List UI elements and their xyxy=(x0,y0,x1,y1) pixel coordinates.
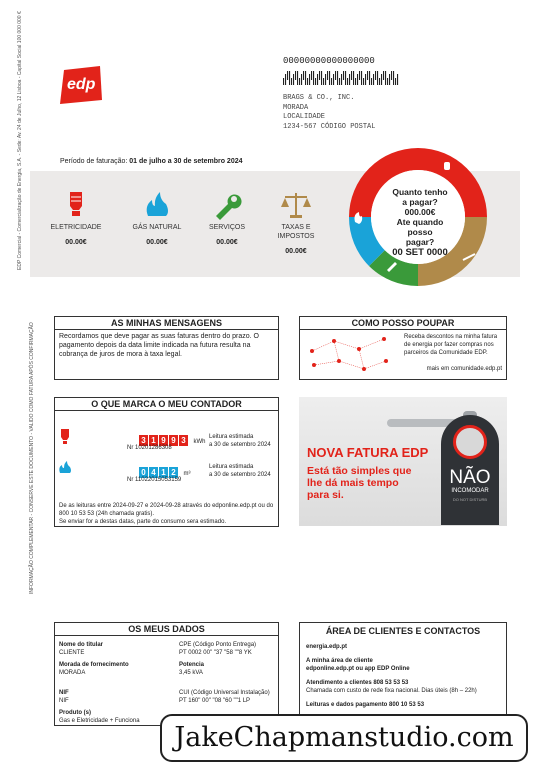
mydata-title: OS MEUS DADOS xyxy=(55,623,278,636)
barcode-bar xyxy=(347,78,348,85)
service-taxes-label: TAXAS E IMPOSTOS xyxy=(277,224,315,240)
meter-digit: 0 xyxy=(139,467,148,478)
promo-banner xyxy=(299,397,507,526)
barcode-bar xyxy=(307,78,308,85)
contacts-title: ÁREA DE CLIENTES E CONTACTOS xyxy=(325,626,481,636)
mydata-products: Produto (s) Gas e Eletricidade + Funciona xyxy=(59,710,140,724)
address-line-name: BRAGS & CO., INC. xyxy=(283,94,355,102)
barcode-bar xyxy=(291,78,292,85)
barcode-bar xyxy=(333,74,334,85)
lightbulb-icon xyxy=(59,190,93,220)
barcode-bar xyxy=(385,71,386,85)
barcode-bar xyxy=(341,74,342,85)
barcode-bar xyxy=(383,71,384,80)
meter-digit: 9 xyxy=(159,435,168,446)
meter-footer-line-2: Se enviar for a destas datas, parte do consumo sera estimado. xyxy=(59,519,227,525)
barcode-bar xyxy=(283,78,284,85)
contacts-site[interactable]: energia.edp.pt xyxy=(306,644,348,650)
barcode-bar xyxy=(301,74,302,85)
address-line-postal: 1234-567 CÓDIGO POSTAL xyxy=(283,122,376,131)
postal-barcode xyxy=(283,71,403,85)
barcode-bar xyxy=(387,78,388,85)
barcode-bar xyxy=(315,78,316,85)
side-legal-text-1: EDP Comercial - Comercialização de Energia, S.A. - Sede: Av. 24 de Julho, 12 Lisboa - Capital Social 100 000 000 € xyxy=(17,11,23,270)
wrench-icon xyxy=(210,190,244,220)
barcode-bar xyxy=(327,71,328,80)
scales-icon xyxy=(279,190,313,220)
barcode-bar xyxy=(293,74,294,85)
mydata-left-column xyxy=(59,641,164,725)
edp-logo-text: edp xyxy=(67,76,96,93)
payment-question-2: a pagar? xyxy=(402,197,438,207)
address-line-locality: LOCALIDADE xyxy=(283,113,326,121)
meter-digit: 3 xyxy=(179,435,188,446)
barcode-bar xyxy=(389,74,390,85)
meter-footer-line-1: De as leituras entre 2024-09-27 e 2024-09-28 através do edponline.edp.pt ou do 800 10 53 53 (24h chamada gratis). xyxy=(59,503,274,517)
messages-title: AS MINHAS MENSAGENS xyxy=(55,317,278,330)
door-sign-subtext: INCOMODAR xyxy=(451,488,489,494)
payment-due-date: 00 SET 0000 xyxy=(392,247,448,258)
watermark-text: JakeChapmanstudio.com xyxy=(174,722,514,753)
barcode-bar xyxy=(393,71,394,85)
messages-box xyxy=(54,316,279,380)
barcode-bar xyxy=(321,71,322,85)
service-electricity-label: ELETRICIDADE xyxy=(50,224,102,231)
service-gas xyxy=(127,190,187,247)
account-code: 00000000000000000 xyxy=(283,56,375,66)
meter-reading-date: a 30 de setembro 2024 xyxy=(209,442,271,448)
address-block xyxy=(283,94,375,132)
barcode-bar xyxy=(373,74,374,85)
barcode-bar xyxy=(353,71,354,85)
door-hanger-hole xyxy=(453,425,487,459)
meter-box xyxy=(54,397,279,527)
meter-row-electricity xyxy=(55,426,278,456)
contacts-area-value[interactable]: edponline.edp.pt ou app EDP Online xyxy=(306,666,410,672)
barcode-bar xyxy=(355,78,356,85)
mydata-cui: CUI (Código Universal Instalação) PT 160" 00" "08 "60 ""1 LP xyxy=(179,690,270,704)
promo-subtitle xyxy=(307,465,411,501)
payment-question-1: Quanto tenho xyxy=(392,187,448,197)
payment-question-3: Ate quando posso xyxy=(396,217,444,237)
barcode-bar xyxy=(361,71,362,85)
mydata-box xyxy=(54,622,279,726)
door-sign-text: NÃO xyxy=(449,467,491,488)
meter-serial-electricity: Nr 10201286308 xyxy=(127,445,172,451)
service-services-amount: 00.00€ xyxy=(216,239,238,246)
barcode-bar xyxy=(317,74,318,85)
address-line-street: MORADA xyxy=(283,103,309,112)
barcode-bar xyxy=(299,78,300,85)
barcode-bar xyxy=(287,71,288,80)
door-sign-tiny: DO NOT DISTURB xyxy=(452,497,488,502)
service-gas-label: GÁS NATURAL xyxy=(132,224,182,231)
service-electricity-amount: 00.00€ xyxy=(65,239,87,246)
meter-reading-date: a 30 de setembro 2024 xyxy=(209,472,271,478)
meter-digit: 3 xyxy=(139,435,148,446)
contacts-readings-label: Leituras e dados pagamento 800 10 53 53 xyxy=(306,702,425,708)
meter-reading-electricity xyxy=(209,433,271,449)
barcode-bar xyxy=(371,78,372,85)
barcode-bar xyxy=(343,71,344,80)
meter-bulb-icon xyxy=(60,428,70,444)
payment-amount: 000.00€ xyxy=(404,207,436,217)
meter-unit-gas: m³ xyxy=(183,471,191,477)
contacts-box xyxy=(299,622,507,726)
barcode-bar xyxy=(367,71,368,80)
savings-title: COMO POSSO POUPAR xyxy=(300,317,506,330)
barcode-bar xyxy=(359,71,360,80)
barcode-bar xyxy=(351,71,352,80)
payment-question-4: pagar? xyxy=(405,237,435,247)
payment-ring-text xyxy=(385,187,455,258)
barcode-bar xyxy=(311,71,312,80)
barcode-bar xyxy=(303,71,304,80)
barcode-bar xyxy=(335,71,336,80)
barcode-bar xyxy=(363,78,364,85)
barcode-bar xyxy=(297,71,298,85)
mydata-power: Potencia 3,45 kVA xyxy=(179,662,205,676)
mydata-cpe: CPE (Código Ponto Entrega) PT 0002 00" "37 "58 ""8 YK xyxy=(179,642,257,656)
meter-title: O QUE MARCA O MEU CONTADOR xyxy=(55,398,278,411)
barcode-bar xyxy=(375,71,376,80)
service-gas-amount: 00.00€ xyxy=(146,239,168,246)
meter-digit: 1 xyxy=(149,435,158,446)
barcode-bar xyxy=(325,74,326,85)
ring-bulb-icon xyxy=(444,162,450,170)
savings-box xyxy=(299,316,507,380)
promo-subtitle-3: para si. xyxy=(307,489,344,501)
mydata-nif: NIF NIF xyxy=(59,690,69,704)
barcode-bar xyxy=(313,71,314,85)
barcode-bar xyxy=(395,78,396,85)
promo-title: NOVA FATURA EDP xyxy=(307,445,429,460)
savings-link[interactable]: mais em comunidade.edp.pt xyxy=(426,366,502,372)
billing-period-label: Período de faturação: xyxy=(60,158,128,165)
barcode-bar xyxy=(285,74,286,85)
service-taxes xyxy=(266,190,326,256)
barcode-bar xyxy=(345,71,346,85)
service-taxes-amount: 00.00€ xyxy=(285,248,307,255)
edp-logo xyxy=(56,64,106,106)
barcode-bar xyxy=(339,78,340,85)
meter-digit: 9 xyxy=(169,435,178,446)
barcode-bar xyxy=(289,71,290,85)
meter-serial-gas: Nr 11022015053159 xyxy=(127,477,182,483)
meter-reading-gas xyxy=(209,463,271,479)
barcode-bar xyxy=(379,78,380,85)
meter-unit-electricity: kWh xyxy=(193,439,206,445)
barcode-bar xyxy=(305,71,306,85)
barcode-bar xyxy=(295,71,296,80)
meter-reading-label: Leitura estimada xyxy=(209,464,254,470)
contacts-area-label: A minha área de cliente xyxy=(306,658,373,664)
meter-digit: 1 xyxy=(159,467,168,478)
barcode-bar xyxy=(329,71,330,85)
meter-reading-label: Leitura estimada xyxy=(209,434,254,440)
messages-body: Recordamos que deve pagar as suas faturas dentro do prazo. O pagamento depois da data limite indicada na futura resulta na cobrança de juros de mora à taxa legal. xyxy=(59,333,260,358)
contacts-support-value: Chamada com custo de rede fixa nacional. Dias úteis (8h – 22h) xyxy=(306,688,477,694)
promo-subtitle-1: Está tão simples que xyxy=(307,465,412,477)
billing-period-value: 01 de julho a 30 de setembro 2024 xyxy=(129,158,243,165)
mydata-right-column xyxy=(179,641,277,705)
barcode-bar xyxy=(397,74,398,85)
barcode-bar xyxy=(391,71,392,80)
side-legal-text-2: INFORMAÇÃO COMPLEMENTAR - CONSERVE ESTE DOCUMENTO - VALIDO COMO FATURA APÓS CONFIRMAÇÃO xyxy=(29,322,35,594)
map-network-icon xyxy=(304,331,394,379)
billing-period xyxy=(60,157,243,166)
barcode-bar xyxy=(349,74,350,85)
service-services xyxy=(197,190,257,247)
mydata-supply-address: Morada de fornecimento MORADA xyxy=(59,662,129,676)
meter-digit: 2 xyxy=(169,467,178,478)
barcode-bar xyxy=(331,78,332,85)
barcode-bar xyxy=(381,74,382,85)
flame-icon xyxy=(140,190,174,220)
barcode-bar xyxy=(323,78,324,85)
barcode-bar xyxy=(357,74,358,85)
barcode-bar xyxy=(309,74,310,85)
meter-row-gas xyxy=(55,458,278,488)
watermark-box xyxy=(160,714,528,762)
barcode-bar xyxy=(369,71,370,85)
contacts-body xyxy=(306,643,504,709)
mydata-holder: Nome do titular CLIENTE xyxy=(59,642,104,656)
meter-flame-icon xyxy=(58,460,72,474)
barcode-bar xyxy=(319,71,320,80)
barcode-bar xyxy=(377,71,378,85)
barcode-bar xyxy=(337,71,338,85)
door-hanger-sign xyxy=(441,415,499,525)
service-electricity xyxy=(46,190,106,247)
meter-digit: 4 xyxy=(149,467,158,478)
meter-footer xyxy=(59,502,275,526)
contacts-support-label: Atendimento a clientes 808 53 53 53 xyxy=(306,680,409,686)
savings-body: Receba descontos na minha fatura de energia por fazer compras nos parceiros da Comunidade EDP. xyxy=(404,334,498,356)
promo-subtitle-2: lhe dá mais tempo xyxy=(307,477,399,489)
service-services-label: SERVIÇOS xyxy=(208,224,246,231)
barcode-bar xyxy=(365,74,366,85)
